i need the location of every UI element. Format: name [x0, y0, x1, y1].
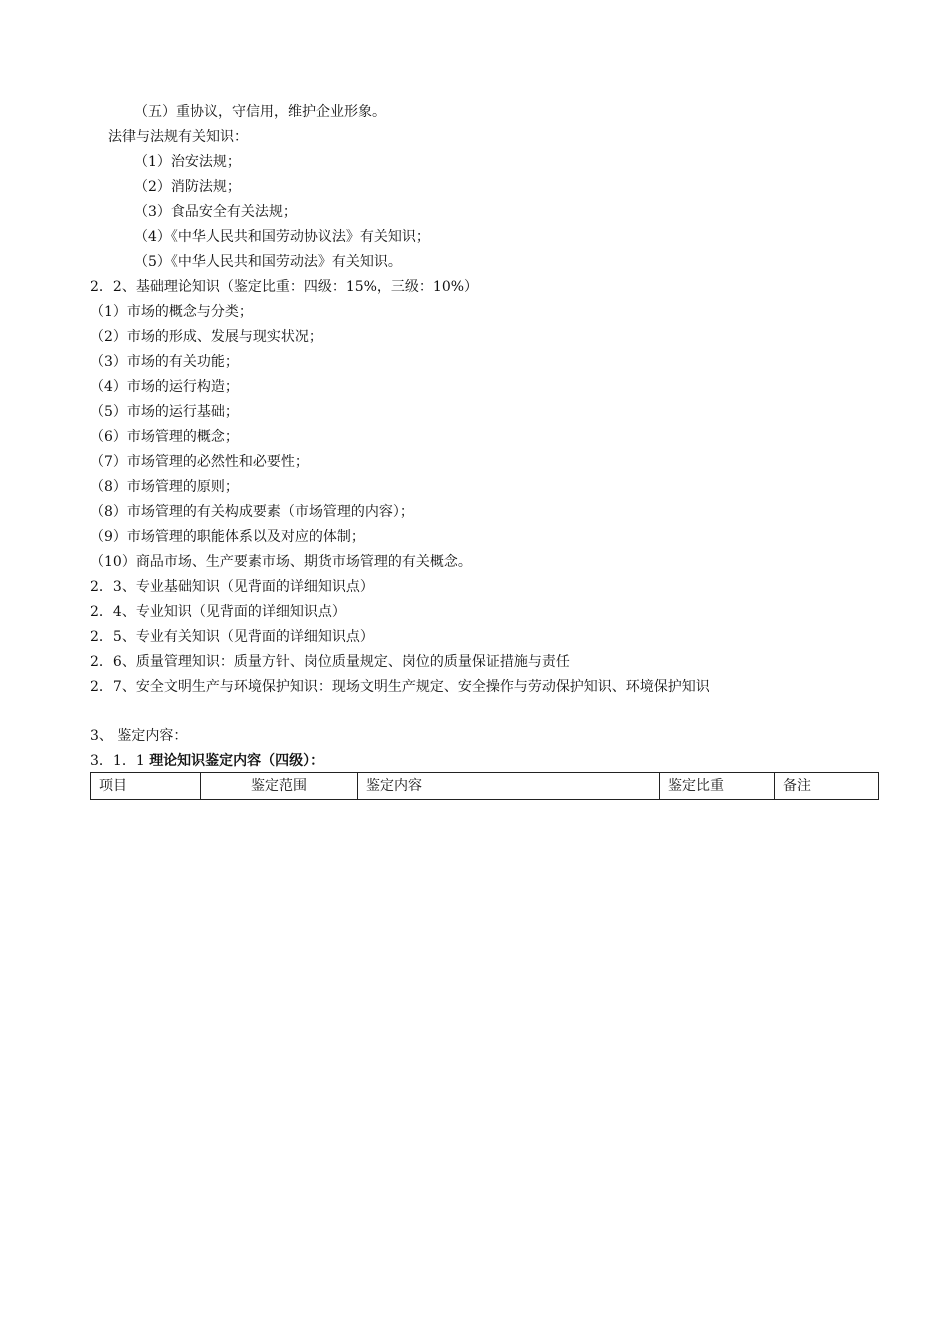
text-line: 2．2、基础理论知识（鉴定比重：四级：15%，三级：10%）	[90, 279, 479, 295]
text-line: （1）治安法规；	[134, 154, 241, 170]
text-line: （7）市场管理的必然性和必要性；	[90, 454, 309, 470]
subsection-number: 3．1．1	[90, 753, 145, 769]
text-line: 2．3、专业基础知识（见背面的详细知识点）	[90, 579, 374, 595]
table-header-cell: 项目	[91, 773, 201, 800]
text-line: （2）消防法规；	[134, 179, 241, 195]
table-header-cell: 备注	[775, 773, 879, 800]
text-line: （5）《中华人民共和国劳动法》有关知识。	[134, 254, 402, 270]
text-line: 2．5、专业有关知识（见背面的详细知识点）	[90, 629, 374, 645]
text-line: 2．6、质量管理知识：质量方针、岗位质量规定、岗位的质量保证措施与责任	[90, 654, 570, 670]
text-line: （8）市场管理的有关构成要素（市场管理的内容）；	[90, 504, 414, 520]
text-line: （5）市场的运行基础；	[90, 404, 239, 420]
table-header-cell: 鉴定内容	[358, 773, 660, 800]
text-line: （6）市场管理的概念；	[90, 429, 239, 445]
subsection-heading	[90, 751, 324, 771]
text-line: （9）市场管理的职能体系以及对应的体制；	[90, 529, 365, 545]
text-line: 2．4、专业知识（见背面的详细知识点）	[90, 604, 346, 620]
text-line: 法律与法规有关知识：	[108, 129, 248, 145]
text-line: （1）市场的概念与分类；	[90, 304, 253, 320]
table-header-row	[91, 773, 879, 800]
text-line: （4）市场的运行构造；	[90, 379, 239, 395]
text-line: （2）市场的形成、发展与现实状况；	[90, 329, 323, 345]
assessment-table	[90, 772, 879, 800]
text-line: （五）重协议，守信用，维护企业形象。	[134, 104, 386, 120]
text-line: （3）食品安全有关法规；	[134, 204, 297, 220]
text-line: （8）市场管理的原则；	[90, 479, 239, 495]
text-line: （3）市场的有关功能；	[90, 354, 239, 370]
section-heading-3: 3、 鉴定内容：	[90, 728, 188, 744]
table-header-cell: 鉴定范围	[201, 773, 358, 800]
subsection-title: 理论知识鉴定内容（四级）：	[149, 753, 325, 769]
table-header-cell: 鉴定比重	[660, 773, 775, 800]
text-line: （4）《中华人民共和国劳动协议法》有关知识；	[134, 229, 430, 245]
text-line: 2．7、安全文明生产与环境保护知识：现场文明生产规定、安全操作与劳动保护知识、环境保护知识	[90, 679, 710, 695]
text-line: （10）商品市场、生产要素市场、期货市场管理的有关概念。	[90, 554, 472, 570]
